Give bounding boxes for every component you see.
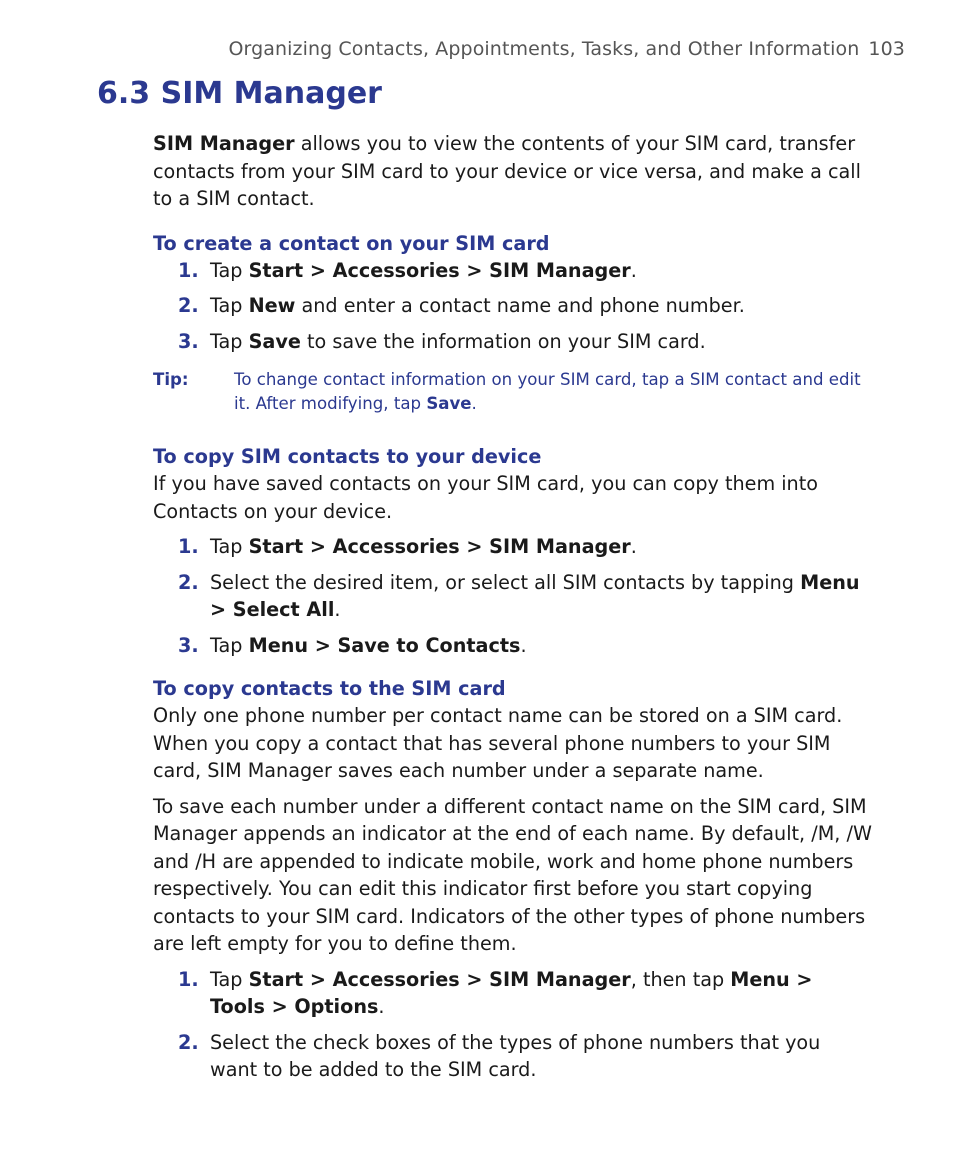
list-item: 1. Tap Start > Accessories > SIM Manager. xyxy=(153,257,873,285)
steps-copy-to-sim xyxy=(153,966,873,1084)
list-item: 2. Select the check boxes of the types of phone numbers that you want to be added to the SIM card. xyxy=(178,1030,821,1081)
intro-paragraph: SIM Manager allows you to view the contents of your SIM card, transfer contacts from your SIM card to your device or vice versa, and make a call to a SIM contact. xyxy=(153,132,861,210)
chapter-title: Organizing Contacts, Appointments, Tasks, and Other Information xyxy=(228,38,860,60)
copy-to-sim-paragraph-2: To save each number under a different contact name on the SIM card, SIM Manager appends an indicator at the end of each name. By default, /M, /W and /H are appended to indicate mobile, work and home phone numbers respectively. You can edit this indicator first before you start copying contacts to your SIM card. Indicators of the other types of phone numbers are left empty for you to define them. xyxy=(153,794,872,955)
list-item: 1. Tap Start > Accessories > SIM Manager. xyxy=(153,533,873,561)
step-number: 1. xyxy=(178,535,199,558)
intro-bold-term: SIM Manager xyxy=(153,132,295,155)
list-item: 3. Tap Menu > Save to Contacts. xyxy=(153,632,873,660)
copy-to-sim-paragraph-1: Only one phone number per contact name can be stored on a SIM card. When you copy a contact that has several phone numbers to your SIM card, SIM Manager saves each number under a separate name. xyxy=(153,704,843,782)
list-item: 1. Tap Start > Accessories > SIM Manager, then tap Menu > Tools > Options. xyxy=(178,967,813,1018)
running-header xyxy=(228,38,905,60)
tip-label: Tip: xyxy=(153,370,189,389)
list-item: 2. Select the desired item, or select all SIM contacts by tapping Menu > Select All. xyxy=(178,570,860,621)
step-number: 3. xyxy=(178,329,199,353)
step-number: 2. xyxy=(178,1030,199,1054)
section-title: 6.3 SIM Manager xyxy=(97,76,382,111)
step-number: 2. xyxy=(178,294,199,317)
step-number: 1. xyxy=(178,967,199,991)
step-number: 3. xyxy=(178,633,199,657)
copy-to-device-intro: If you have saved contacts on your SIM card, you can copy them into Contacts on your device. xyxy=(153,472,818,523)
list-item: 3. Tap Save to save the information on your SIM card. xyxy=(153,328,873,356)
steps-copy-to-device xyxy=(153,533,873,659)
page-number: 103 xyxy=(868,38,905,60)
section-body xyxy=(153,130,873,1084)
steps-create-contact xyxy=(153,257,873,356)
subheading-copy-to-device: To copy SIM contacts to your device xyxy=(153,445,542,468)
step-number: 1. xyxy=(178,258,199,282)
tip-note: Tip: To change contact information on your SIM card, tap a SIM contact and edit it. After modifying, tap Save. xyxy=(153,370,861,413)
subheading-create-contact: To create a contact on your SIM card xyxy=(153,231,550,255)
subheading-copy-to-sim: To copy contacts to the SIM card xyxy=(153,677,506,700)
list-item: 2. Tap New and enter a contact name and phone number. xyxy=(153,292,873,320)
step-number: 2. xyxy=(178,570,199,594)
